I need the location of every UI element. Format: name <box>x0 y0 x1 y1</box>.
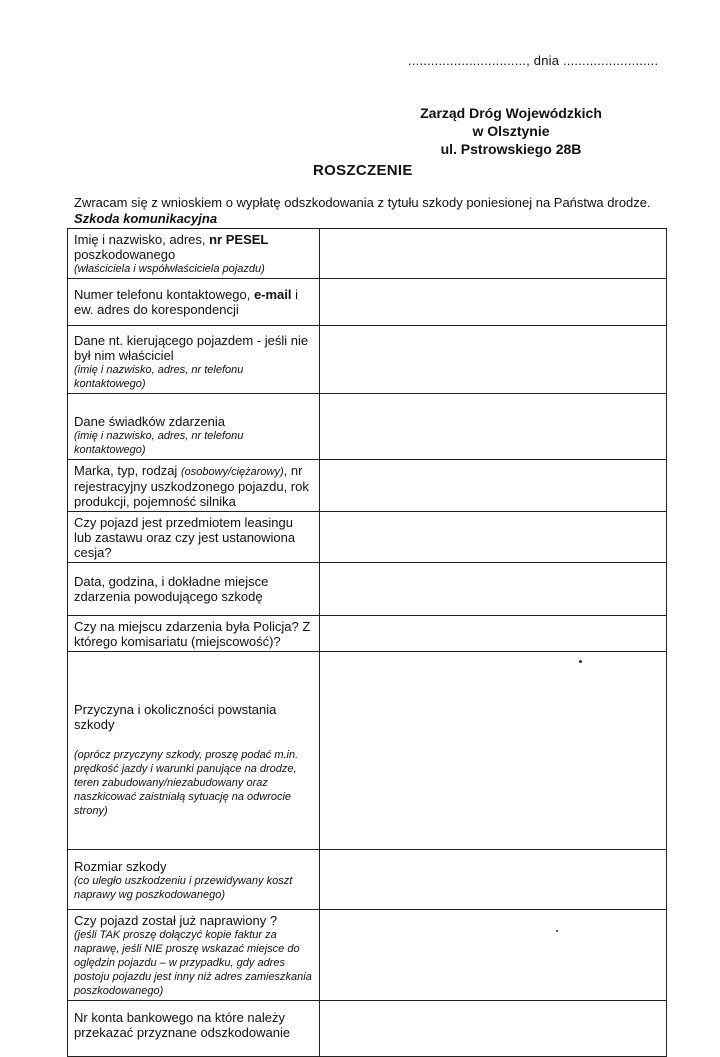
form-label <box>68 512 320 563</box>
scan-speck-mark <box>556 930 558 932</box>
form-row-bank-account <box>68 1001 667 1057</box>
form-label <box>68 850 320 910</box>
form-row-witnesses <box>68 394 667 460</box>
form-label <box>68 563 320 616</box>
row-damage-note: (co uległo uszkodzeniu i przewidywany koszt naprawy wg poszkodowanego) <box>74 875 293 901</box>
row-owner-pesel: nr PESEL <box>209 232 269 247</box>
answer-bank-account-field[interactable] <box>320 1001 667 1057</box>
form-row-damage <box>68 850 667 910</box>
form-row-cause <box>68 652 667 850</box>
answer-date-place-field[interactable] <box>320 563 667 616</box>
form-row-police <box>68 616 667 652</box>
row-owner-note: (właściciela i współwłaściciela pojazdu) <box>74 263 265 275</box>
form-label <box>68 279 320 326</box>
row-driver-note: (imię i nazwisko, adres, nr telefonu kontaktowego) <box>74 364 244 390</box>
form-label <box>68 229 320 279</box>
answer-leasing-field[interactable] <box>320 512 667 563</box>
row-leasing-text: Czy pojazd jest przedmiotem leasingu lub zastawu oraz czy jest ustanowiona cesja? <box>74 515 296 560</box>
answer-cause-field[interactable] <box>320 652 667 850</box>
addressee-name: Zarząd Dróg Wojewódzkich <box>420 105 602 121</box>
answer-witnesses-field[interactable] <box>320 394 667 460</box>
form-label <box>68 910 320 1001</box>
row-contact-email: e-mail <box>253 287 292 302</box>
form-row-leasing <box>68 512 667 563</box>
answer-driver-field[interactable] <box>320 326 667 394</box>
document-title: ROSZCZENIE <box>313 162 413 179</box>
row-contact-text-end: i ew. adres do korespondencji <box>74 287 299 317</box>
intro-text: Zwracam się z wnioskiem o wypłatę odszkodowania z tytułu szkody poniesionej na Państwa drodze. <box>74 195 651 210</box>
row-contact-text: Numer telefonu kontaktowego, <box>74 287 254 302</box>
answer-contact-field[interactable] <box>320 279 667 326</box>
claim-form-table <box>67 228 667 1057</box>
answer-damage-field[interactable] <box>320 850 667 910</box>
form-row-vehicle <box>68 460 667 512</box>
answer-repair-field[interactable] <box>320 910 667 1001</box>
answer-owner-field[interactable] <box>320 229 667 279</box>
row-vehicle-text-end: , nr rejestracyjny uszkodzonego pojazdu, rok produkcji, pojemność silnika <box>74 463 309 509</box>
section-subtitle: Szkoda komunikacyjna <box>74 211 218 226</box>
row-damage-text: Rozmiar szkody <box>74 859 167 874</box>
row-owner-text: Imię i nazwisko, adres, <box>74 232 210 247</box>
addressee-city: w Olsztynie <box>472 123 550 139</box>
row-driver-text: Dane nt. kierującego pojazdem - jeśli nie był nim właściciel <box>74 333 309 363</box>
form-row-contact <box>68 279 667 326</box>
scan-speck-mark <box>579 660 582 663</box>
form-row-repair <box>68 910 667 1001</box>
row-police-text: Czy na miejscu zdarzenia była Policja? Z którego komisariatu (miejscowość)? <box>74 619 311 649</box>
form-label <box>68 616 320 652</box>
addressee-block <box>396 104 626 158</box>
form-row-owner <box>68 229 667 279</box>
row-bank-account-text: Nr konta bankowego na które należy przekazać przyznane odszkodowanie <box>74 1010 291 1040</box>
form-label <box>68 652 320 850</box>
row-witnesses-text: Dane świadków zdarzenia <box>74 414 226 429</box>
row-cause-note: (oprócz przyczyny szkody, proszę podać m.in. prędkość jazdy i warunki panujące na drodze, teren zabudowany/niezabudowany oraz naszkicować zaistniałą sytuację na odwrocie strony) <box>74 749 299 817</box>
answer-police-field[interactable] <box>320 616 667 652</box>
row-witnesses-note: (imię i nazwisko, adres, nr telefonu kontaktowego) <box>74 430 244 456</box>
row-owner-text-end: poszkodowanego <box>74 247 176 262</box>
answer-vehicle-field[interactable] <box>320 460 667 512</box>
form-label <box>68 460 320 512</box>
addressee-street: ul. Pstrowskiego 28B <box>440 141 582 157</box>
form-label <box>68 394 320 460</box>
form-label <box>68 326 320 394</box>
row-vehicle-type-note: (osobowy/ciężarowy) <box>180 466 284 478</box>
row-repair-text: Czy pojazd został już naprawiony ? <box>74 913 278 928</box>
row-repair-note: (jeśli TAK proszę dołączyć kopie faktur za naprawę, jeśli NIE proszę wskazać miejsce do oględzin pojazdu – w przypadku, gdy adres postoju pojazdu jest inny niż adres zamieszkania poszkodowanego) <box>74 929 312 997</box>
form-row-driver <box>68 326 667 394</box>
form-row-date-place <box>68 563 667 616</box>
form-label <box>68 1001 320 1057</box>
place-date-line: ..............................., dnia ......................... <box>408 53 659 68</box>
row-vehicle-text: Marka, typ, rodzaj <box>74 463 181 478</box>
row-cause-text: Przyczyna i okoliczności powstania szkody <box>74 702 277 732</box>
row-date-place-text: Data, godzina, i dokładne miejsce zdarzenia powodującego szkodę <box>74 574 269 604</box>
